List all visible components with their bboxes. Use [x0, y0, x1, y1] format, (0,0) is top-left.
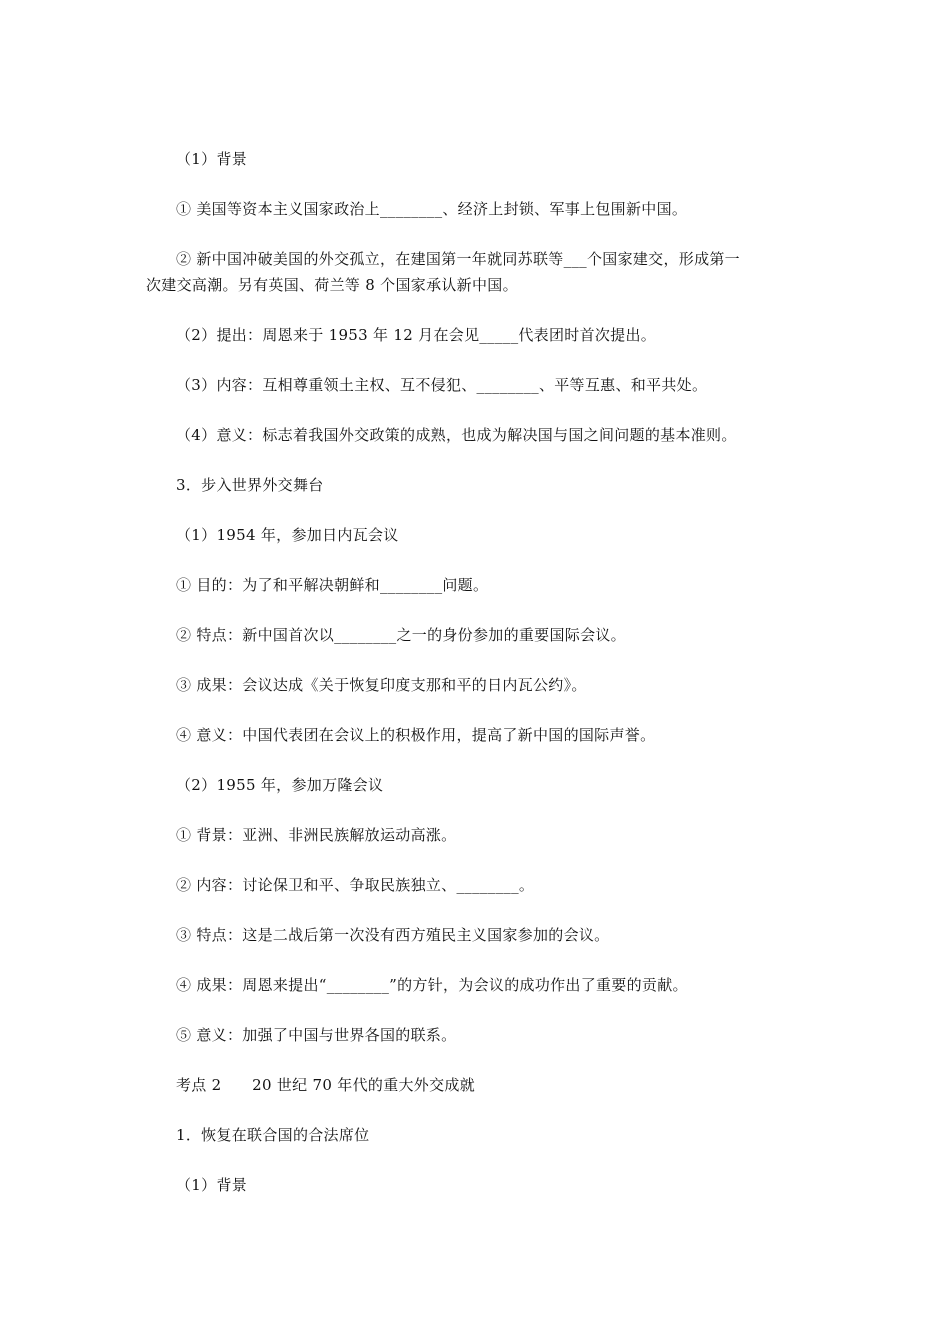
item-proposal: （2）提出：周恩来于 1953 年 12 月在会见_____代表团时首次提出。 — [176, 326, 657, 344]
bandung-significance: ⑤ 意义：加强了中国与世界各国的联系。 — [176, 1026, 457, 1044]
item-background-2: ② 新中国冲破美国的外交孤立，在建国第一年就同苏联等___个国家建交，形成第一 — [176, 250, 740, 268]
geneva-purpose: ① 目的：为了和平解决朝鲜和________问题。 — [176, 576, 489, 594]
heading-background: （1）背景 — [176, 150, 248, 168]
item-background-1: ① 美国等资本主义国家政治上________、经济上封锁、军事上包围新中国。 — [176, 200, 688, 218]
geneva-feature: ② 特点：新中国首次以________之一的身份参加的重要国际会议。 — [176, 626, 626, 644]
geneva-result: ③ 成果：会议达成《关于恢复印度支那和平的日内瓦公约》。 — [176, 676, 587, 694]
item-significance: （4）意义：标志着我国外交政策的成熟，也成为解决国与国之间问题的基本准则。 — [176, 426, 737, 444]
bandung-content: ② 内容：讨论保卫和平、争取民族独立、________。 — [176, 876, 535, 894]
bandung-result: ④ 成果：周恩来提出“________”的方针，为会议的成功作出了重要的贡献。 — [176, 976, 688, 994]
geneva-significance: ④ 意义：中国代表团在会议上的积极作用，提高了新中国的国际声誉。 — [176, 726, 656, 744]
section-heading-3: 3．步入世界外交舞台 — [176, 476, 324, 494]
bandung-background: ① 背景：亚洲、非洲民族解放运动高涨。 — [176, 826, 457, 844]
item-content: （3）内容：互相尊重领土主权、互不侵犯、________、平等互惠、和平共处。 — [176, 376, 708, 394]
item-background-2-cont: 次建交高潮。另有英国、荷兰等 8 个国家承认新中国。 — [146, 276, 518, 294]
heading-bandung: （2）1955 年，参加万隆会议 — [176, 776, 384, 794]
topic-heading-2: 考点 2 20 世纪 70 年代的重大外交成就 — [176, 1076, 475, 1094]
section-heading-1: 1．恢复在联合国的合法席位 — [176, 1126, 370, 1144]
bandung-feature: ③ 特点：这是二战后第一次没有西方殖民主义国家参加的会议。 — [176, 926, 610, 944]
heading-geneva: （1）1954 年，参加日内瓦会议 — [176, 526, 399, 544]
heading-background-2: （1）背景 — [176, 1176, 248, 1194]
